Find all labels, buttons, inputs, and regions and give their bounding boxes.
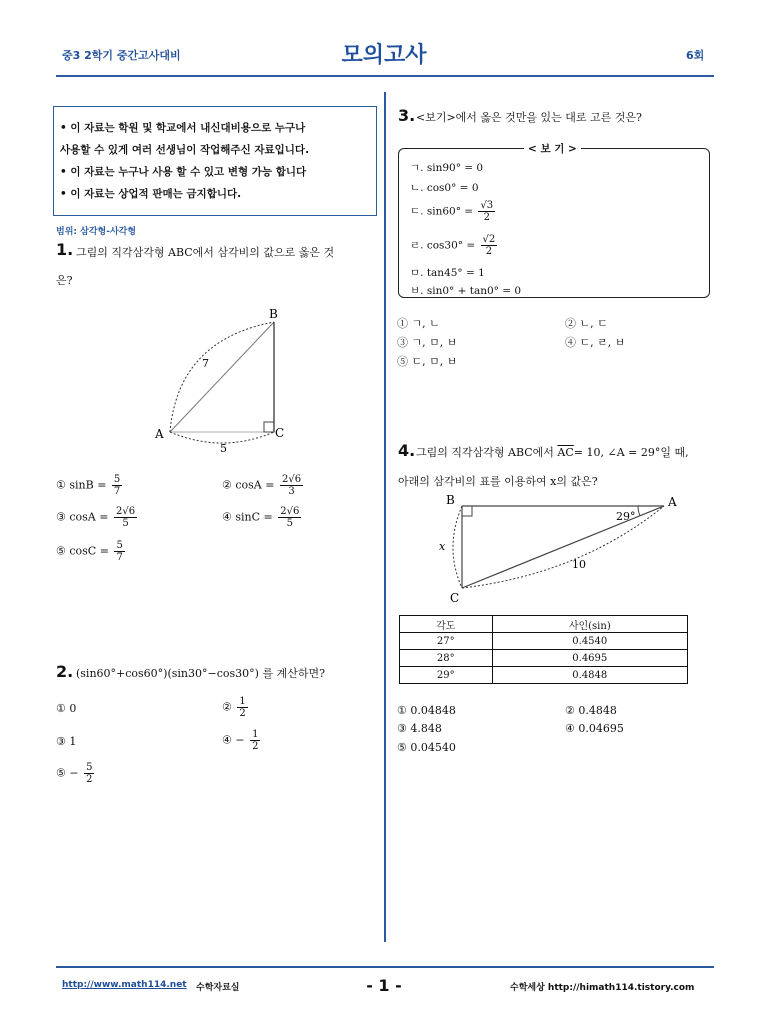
notice-line: • 이 자료는 상업적 판매는 금지합니다. — [60, 188, 242, 200]
table-header-sine: 사인(sin) — [492, 616, 687, 633]
angle-label: 29° — [616, 510, 636, 523]
angle-arc — [638, 506, 640, 516]
option-fraction: $\frac{1}{2}$ — [252, 729, 259, 752]
question-3-number: 3. — [398, 106, 416, 125]
page-title: 모의고사 — [341, 43, 427, 68]
notice-line: 사용할 수 있게 여러 선생님이 작업해주신 자료입니다. — [60, 144, 310, 156]
question-4-option-1[interactable]: ① 0.04848 — [397, 704, 456, 717]
hypotenuse-length-label: 7 — [202, 357, 209, 370]
question-4-triangle-figure — [430, 490, 690, 608]
question-1-option-4[interactable] — [222, 506, 303, 529]
option-value: 1 — [69, 735, 77, 748]
question-2-option-3[interactable] — [56, 735, 76, 748]
hypotenuse-length-label: 10 — [572, 558, 586, 571]
option-expr: cosA = — [69, 510, 109, 524]
option-mark: ① — [56, 478, 66, 492]
question-1-option-2[interactable] — [222, 474, 305, 497]
question-4-number: 4. — [398, 441, 416, 460]
question-3-option-4[interactable]: ④ ㄷ, ㄹ, ㅂ — [565, 336, 626, 349]
question-3-text: <보기>에서 옳은 것만을 있는 대로 고른 것은? — [416, 111, 642, 124]
sine-table — [399, 615, 688, 684]
option-fraction: $\frac{1}{2}$ — [239, 696, 246, 719]
question-4-option-4[interactable]: ④ 0.04695 — [565, 722, 624, 735]
option-mark: ④ — [222, 510, 232, 524]
bogi-item-5: ㅁ. tan45° = 1 — [410, 267, 485, 279]
question-1-number: 1. — [56, 240, 74, 259]
option-mark: ① — [56, 702, 66, 715]
header-course: 중3 2학기 중간고사대비 — [62, 49, 181, 62]
question-2-option-4[interactable] — [222, 729, 262, 752]
question-4-text-cont: 아래의 삼각비의 표를 이용하여 x의 값은? — [398, 475, 598, 488]
vertex-b-label: B — [446, 493, 455, 507]
option-mark: ③ — [56, 735, 66, 748]
option-fraction: $\frac{2√6}{3}$ — [281, 474, 302, 497]
option-sign: − — [235, 733, 245, 747]
bogi-fraction: $\frac{√2}{2}$ — [482, 234, 496, 257]
right-angle-mark — [462, 506, 472, 516]
option-expr: sinB = — [69, 478, 107, 492]
table-header-angle: 각도 — [400, 616, 493, 633]
bogi-fraction: $\frac{√3}{2}$ — [480, 200, 494, 223]
question-3-option-3[interactable]: ③ ㄱ, ㅁ, ㅂ — [397, 336, 458, 349]
table-row — [400, 633, 688, 650]
segment-ac: $\overline{AC}$ — [557, 446, 574, 459]
page-number: - 1 - — [366, 976, 402, 995]
option-mark: ② — [222, 478, 232, 492]
bogi-item-2: ㄴ. cos0° = 0 — [410, 182, 479, 194]
question-4-text-b: = 10, ∠A = 29°일 때, — [573, 446, 689, 459]
question-1-option-1[interactable] — [56, 474, 124, 497]
footer-library: 수학자료실 — [196, 983, 240, 993]
base-length-label: 5 — [220, 442, 227, 455]
question-1-text: 그림의 직각삼각형 ABC에서 삼각비의 값으로 옳은 것 — [76, 246, 335, 259]
bogi-item-4: ㄹ. cos30° = $\frac{√2}{2}$ — [410, 234, 496, 257]
table-cell: 28° — [400, 650, 493, 667]
option-expr: cosA = — [235, 478, 275, 492]
question-3-option-1[interactable]: ① ㄱ, ㄴ — [397, 317, 440, 330]
option-mark: ④ — [222, 733, 232, 747]
option-fraction: $\frac{5}{7}$ — [113, 474, 121, 497]
question-4-option-2[interactable]: ② 0.4848 — [565, 704, 617, 717]
option-expr: sinC = — [235, 510, 273, 524]
option-fraction: $\frac{2√6}{5}$ — [280, 506, 300, 529]
exam-range: 범위: 삼각형-사각형 — [56, 227, 137, 237]
bogi-item-6: ㅂ. sin0° + tan0° = 0 — [410, 285, 522, 297]
bogi-item-3: ㄷ. sin60° = $\frac{√3}{2}$ — [410, 200, 494, 223]
side-x-label: x — [439, 540, 446, 553]
notice-box — [53, 106, 377, 216]
vertex-a-label: A — [155, 427, 164, 441]
table-cell: 0.4848 — [492, 667, 687, 684]
table-cell: 0.4695 — [492, 650, 687, 667]
question-2-option-5[interactable] — [56, 762, 96, 785]
question-2-number: 2. — [56, 662, 74, 681]
table-cell: 27° — [400, 633, 493, 650]
option-value: 0 — [69, 702, 77, 715]
question-2-tail: 를 계산하면? — [262, 667, 325, 680]
question-2-option-1[interactable] — [56, 702, 76, 715]
question-3-option-5[interactable]: ⑤ ㄷ, ㅁ, ㅂ — [397, 355, 458, 368]
option-fraction: $\frac{2√6}{5}$ — [115, 506, 136, 529]
question-2-expression: (sin60°+cos60°)(sin30°−cos30°) — [76, 667, 259, 680]
header-divider — [56, 75, 714, 77]
vertex-c-label: C — [275, 426, 285, 440]
question-1-option-5[interactable] — [56, 540, 127, 563]
vertex-b-label: B — [269, 307, 278, 321]
question-1-text-cont: 은? — [56, 274, 73, 287]
column-divider — [384, 92, 386, 942]
question-4-option-5[interactable]: ⑤ 0.04540 — [397, 741, 456, 754]
question-2-text — [76, 659, 325, 689]
table-cell: 29° — [400, 667, 493, 684]
option-expr: cosC = — [69, 544, 109, 558]
option-mark: ② — [222, 700, 232, 714]
question-2-option-2[interactable] — [222, 696, 250, 719]
x-brace — [453, 506, 462, 588]
question-1-option-3[interactable] — [56, 506, 139, 529]
question-3-option-2[interactable]: ② ㄴ, ㄷ — [565, 317, 608, 330]
option-fraction: $\frac{5}{2}$ — [86, 762, 93, 785]
question-4-option-3[interactable]: ③ 4.848 — [397, 722, 442, 735]
footer-link[interactable]: http://www.math114.net — [62, 980, 187, 990]
right-angle-mark — [264, 422, 274, 432]
header-round: 6회 — [686, 49, 705, 62]
option-sign: − — [69, 766, 79, 780]
question-4-text-a: 그림의 직각삼각형 ABC에서 — [416, 446, 554, 459]
notice-line: • 이 자료는 누구나 사용 할 수 있고 변형 가능 합니다 — [60, 166, 307, 178]
vertex-a-label: A — [668, 495, 677, 509]
option-mark: ⑤ — [56, 544, 66, 558]
option-fraction: $\frac{5}{7}$ — [116, 540, 123, 563]
option-mark: ⑤ — [56, 766, 66, 780]
hypotenuse-line — [170, 322, 274, 432]
question-1-triangle-figure — [150, 304, 300, 460]
question-4-text — [416, 438, 689, 468]
vertex-c-label: C — [450, 591, 460, 605]
notice-line: • 이 자료는 학원 및 학교에서 내신대비용으로 누구나 — [60, 122, 306, 134]
footer-divider — [56, 966, 714, 968]
bogi-title: < 보 기 > — [524, 141, 581, 156]
table-header-row — [400, 616, 688, 633]
option-mark: ③ — [56, 510, 66, 524]
bogi-item-1: ㄱ. sin90° = 0 — [410, 162, 484, 174]
footer-site: 수학세상 http://himath114.tistory.com — [510, 983, 695, 993]
table-cell: 0.4540 — [492, 633, 687, 650]
table-row — [400, 667, 688, 684]
table-row — [400, 650, 688, 667]
